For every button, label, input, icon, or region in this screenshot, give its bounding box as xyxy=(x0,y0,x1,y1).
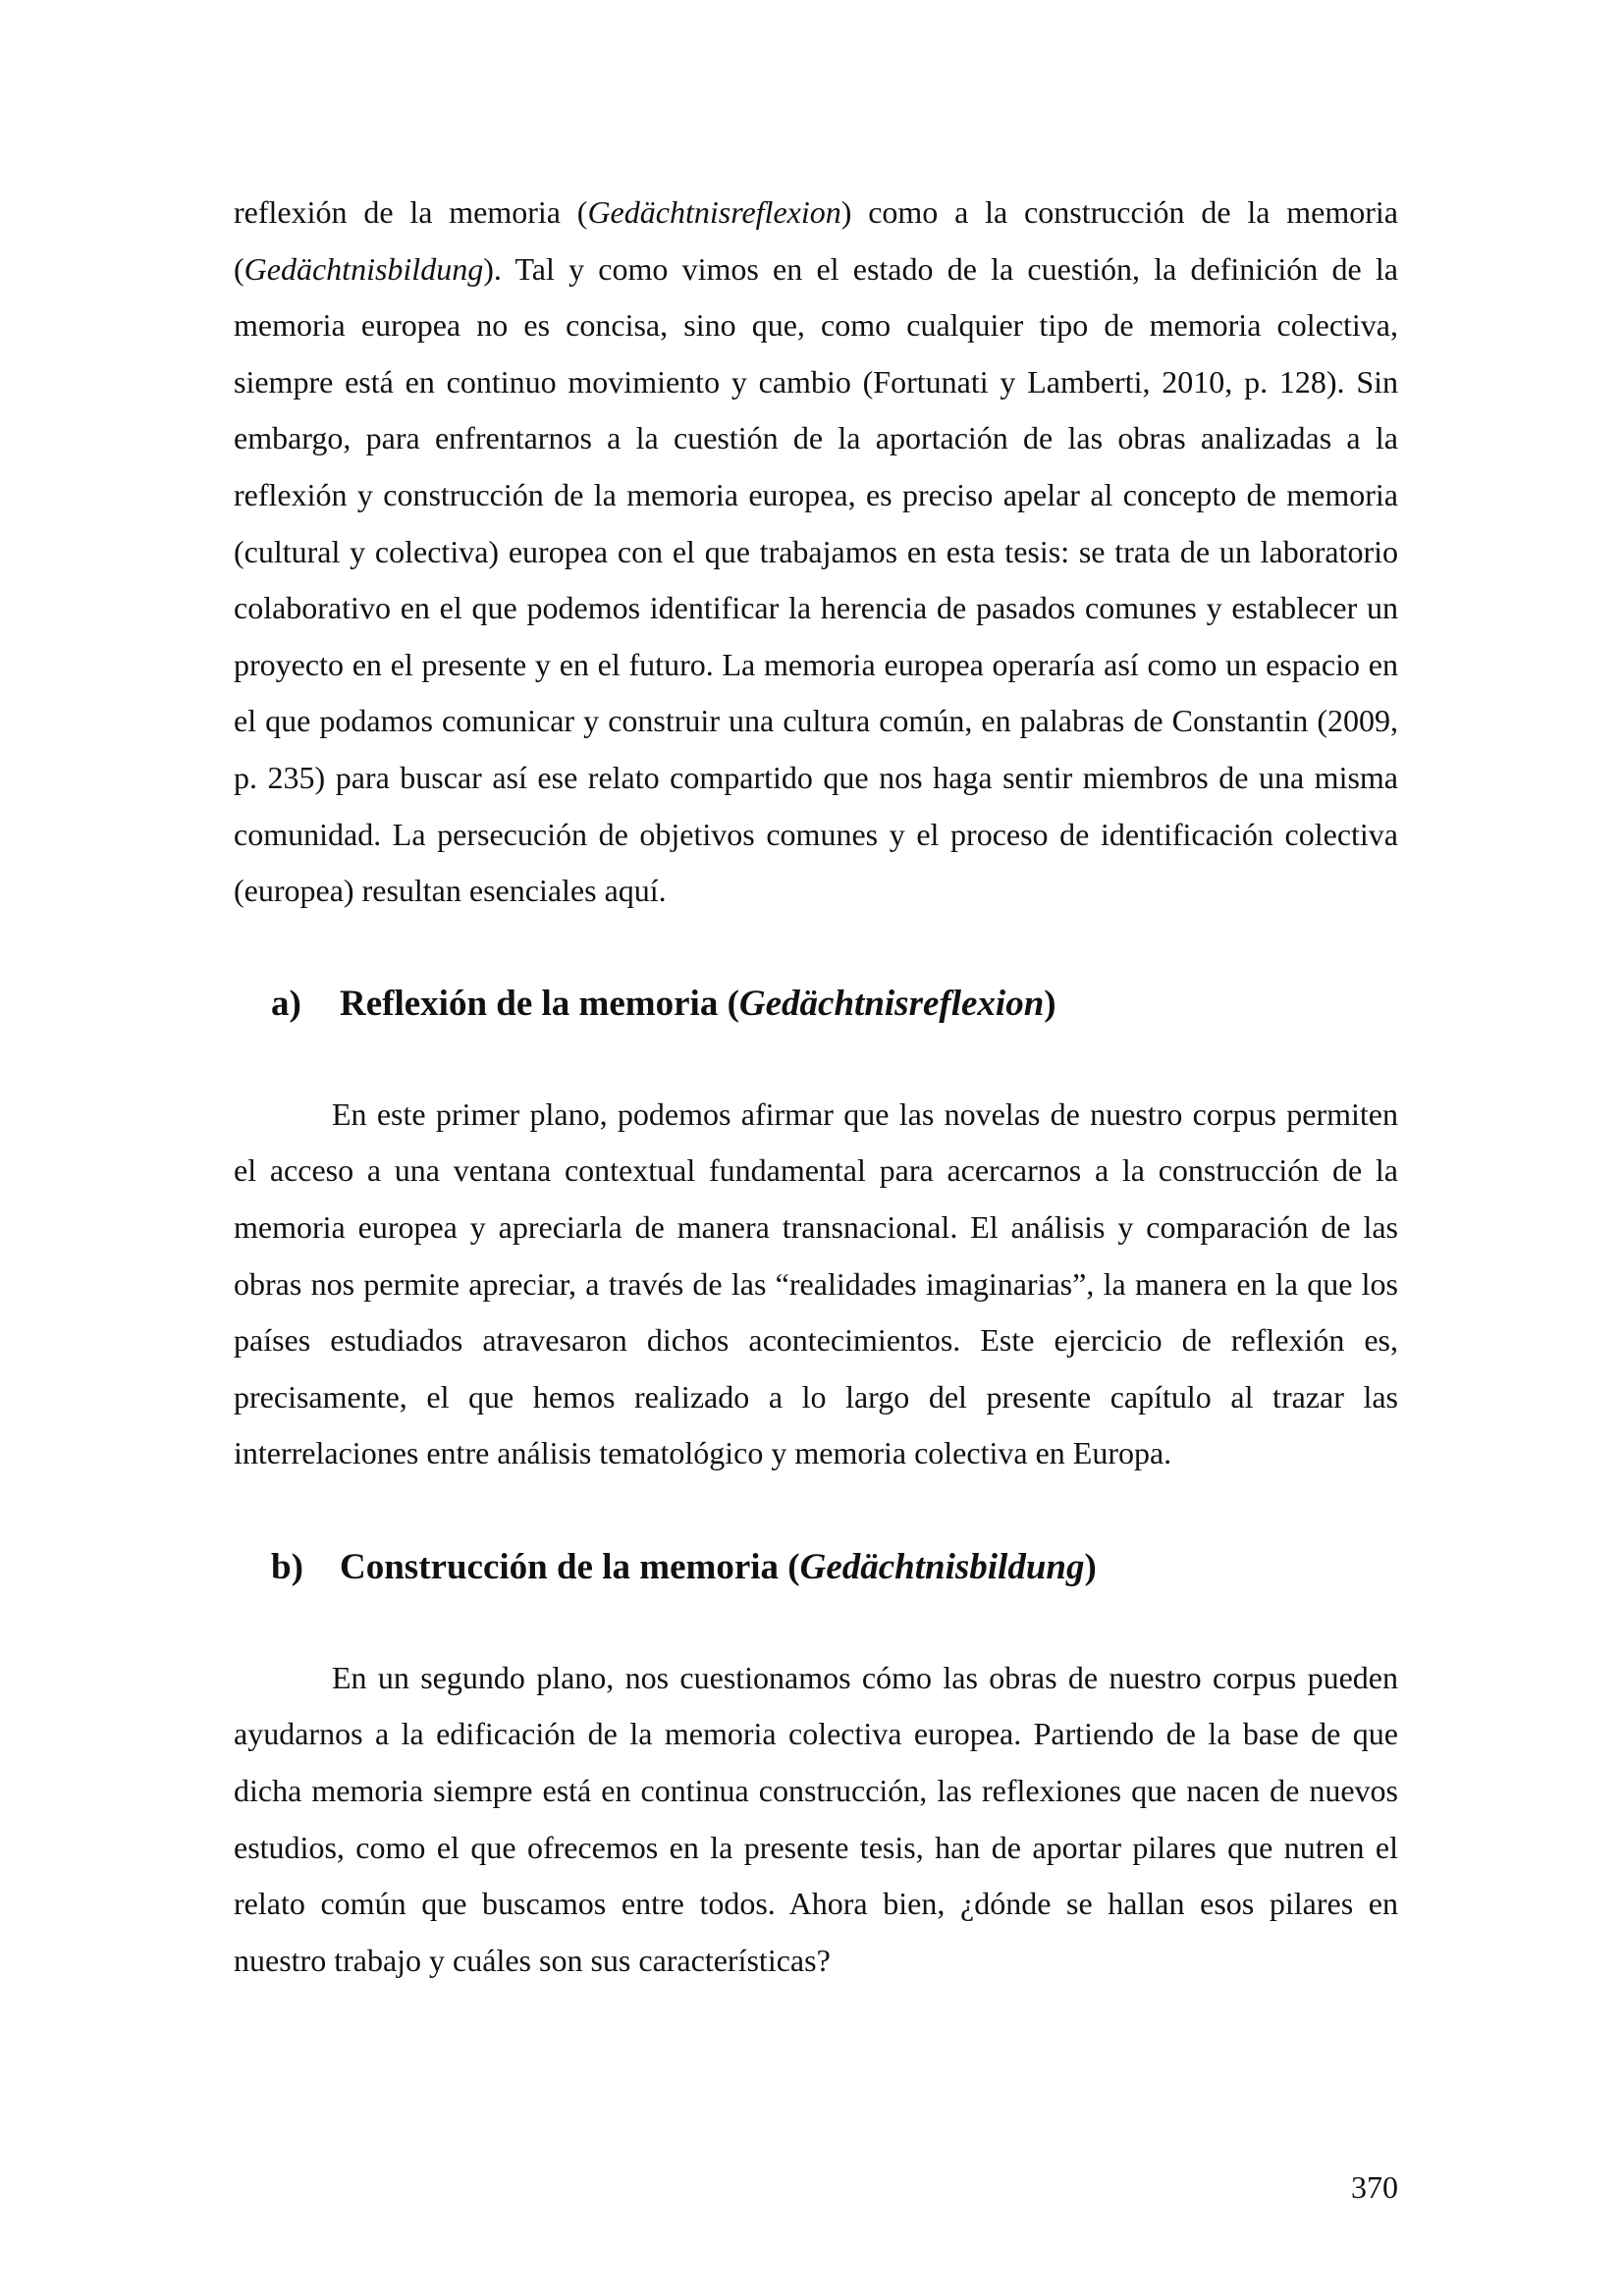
paragraph-intro xyxy=(234,185,1398,920)
section-title-text: Construcción de la memoria ( xyxy=(340,1546,800,1587)
section-title-text: ) xyxy=(1044,983,1056,1024)
section-title-term: Gedächtnisreflexion xyxy=(738,983,1045,1024)
emphasis-term: Gedächtnisbildung xyxy=(243,250,484,287)
paragraph-text: ). Tal y como vimos en el estado de la cuestión, la definición de la memoria europea no es concisa, sino que, como cualquier tipo de memoria colectiva, siempre está en continuo movimiento y cambio (Fortunati y Lamberti, 2010, p. 128). Sin embargo, para enfrentarnos a la cuestión de la aportación de las obras analizadas a la reflexión y construcción de la memoria europea, es preciso apelar al concepto de memoria (cultural y colectiva) europea con el que trabajamos en esta tesis: se trata de un laboratorio colaborativo en el que podemos identificar la herencia de pasados comunes y establecer un proyecto en el presente y en el futuro. La memoria europea operaría así como un espacio en el que podamos comunicar y construir una cultura común, en palabras de Constantin (2009, p. 235) para buscar así ese relato compartido que nos haga sentir miembros de una misma comunidad. La persecución de objetivos comunes y el proceso de identificación colectiva (europea) resultan esenciales aquí. xyxy=(234,250,1398,909)
section-heading-b xyxy=(234,1544,1398,1591)
section-marker: b) xyxy=(271,1546,303,1587)
section-title xyxy=(340,981,1056,1028)
paragraph-construccion: En un segundo plano, nos cuestionamos cómo las obras de nuestro corpus pueden ayudarnos a la edificación de la memoria colectiva europea. Partiendo de la base de que dicha memoria siempre está en continua construcción, las reflexiones que nacen de nuevos estudios, como el que ofrecemos en la presente tesis, han de aportar pilares que nutren el relato común que buscamos entre todos. Ahora bien, ¿dónde se hallan esos pilares en nuestro trabajo y cuáles son sus características? xyxy=(234,1659,1398,1978)
section-marker: a) xyxy=(271,983,301,1024)
paragraph-text: reflexión de la memoria ( xyxy=(234,194,588,230)
paragraph-text: ) como a la construcción de la memoria ( xyxy=(234,194,1398,287)
section-title-text: Reflexión de la memoria ( xyxy=(340,983,739,1024)
paragraph-reflexion: En este primer plano, podemos afirmar que las novelas de nuestro corpus permiten el acceso a una ventana contextual fundamental para acercarnos a la construcción de la memoria europea y apreciarla de manera transnacional. El análisis y comparación de las obras nos permite apreciar, a través de las “realidades imaginarias”, la manera en la que los países estudiados atravesaron dichos acontecimientos. Este ejercicio de reflexión es, precisamente, el que hemos realizado a lo largo del presente capítulo al trazar las interrelaciones entre análisis tematológico y memoria colectiva en Europa. xyxy=(234,1095,1398,1471)
page-number: 370 xyxy=(1351,2169,1398,2205)
section-heading-a xyxy=(234,981,1398,1028)
section-title-text: ) xyxy=(1084,1546,1097,1587)
page-body xyxy=(234,185,1398,1989)
section-title-term: Gedächtnisbildung xyxy=(799,1546,1085,1587)
emphasis-term: Gedächtnisreflexion xyxy=(587,194,841,230)
section-title xyxy=(340,1544,1097,1591)
